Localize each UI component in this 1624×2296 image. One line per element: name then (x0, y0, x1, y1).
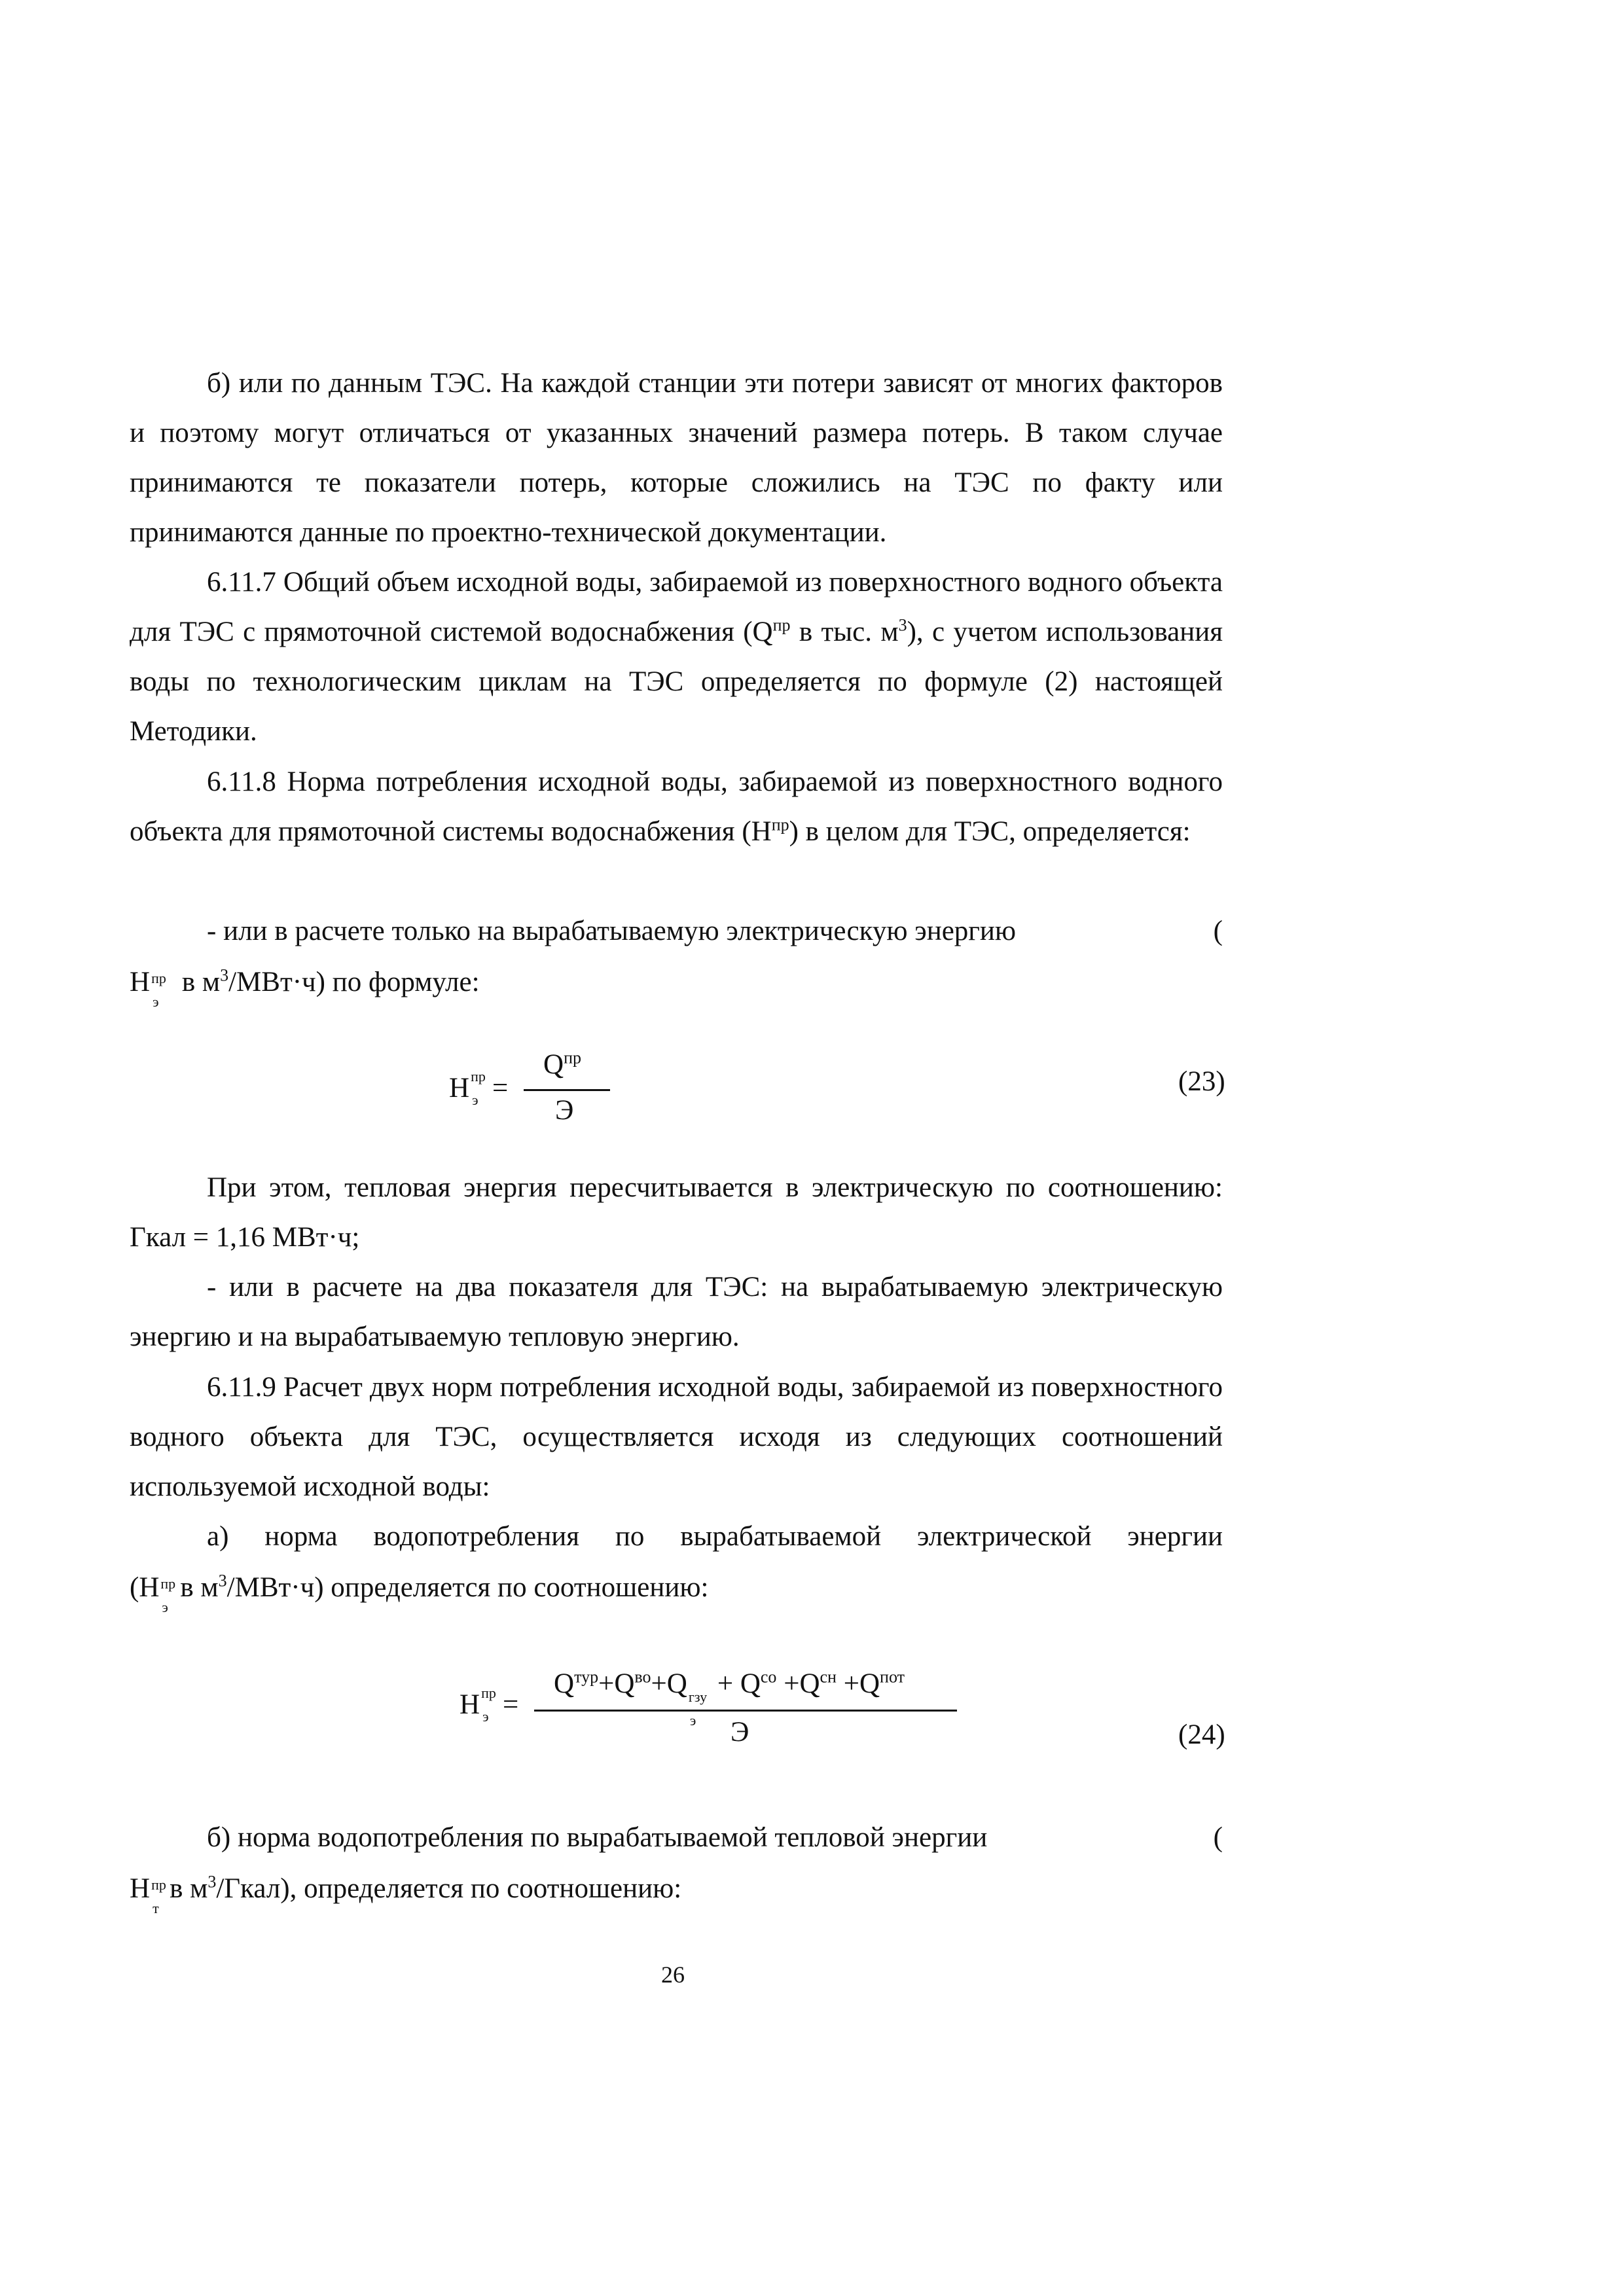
paragraph-6-11-9: 6.11.9 Расчет двух норм потребления исходной воды, забираемой из поверхностного водного объекта для ТЭС, осуществляется исходя из следующих соотношений используемой исходной воды: (130, 1372, 1223, 1502)
text-segment: в м (175, 967, 221, 997)
symbol-h-pr-e-group: (Н пр э (130, 1572, 176, 1615)
paragraph-b-heat-norm-line1 (130, 1813, 1223, 1863)
text-segment: ), с учетом использования воды по технологическим циклам на ТЭС определяется по формуле (2) настоящей Методики. (130, 617, 1223, 747)
text-segment: /МВт·ч) определяется по соотношению: (226, 1572, 709, 1603)
text-segment: б) норма водопотребления по вырабатываемой тепловой энергии (207, 1822, 988, 1853)
superscript: 3 (208, 1872, 217, 1892)
symbol-h-pr-e: Н пр э (130, 967, 166, 1010)
open-paren: ( (1213, 916, 1223, 946)
text-segment: 6.11.7 Общий объем исходной воды, забираемой из поверхностного водного объекта для ТЭС с прямоточной системой водоснабжения (Q (130, 567, 1223, 647)
paragraph-electric-only-line2 (130, 958, 1223, 1010)
superscript: 3 (218, 1571, 227, 1590)
paragraph-a-electric-norm: а) норма водопотребления по вырабатываемой электрической энергии (207, 1521, 1223, 1552)
formula-24-denominator: Э (731, 1717, 749, 1748)
paragraph-heat-conversion: При этом, тепловая энергия пересчитывается в электрическую по соотношению: Гкал = 1,16 МВт·ч; (130, 1172, 1223, 1253)
paragraph-b-heat-norm-line2 (130, 1864, 1223, 1914)
formula-23-numerator: $Q^{пр}$ (543, 1048, 581, 1080)
text-segment: /МВт·ч) по формуле: (228, 967, 480, 997)
superscript: пр (771, 815, 789, 834)
formula-24-equals: = (503, 1689, 519, 1720)
text-segment: /Гкал), определяется по соотношению: (216, 1873, 682, 1904)
equation-number-23: (23) (1178, 1066, 1225, 1097)
text-segment: ) в целом для ТЭС, определяется: (789, 816, 1191, 847)
text-segment: в тыс. м (790, 617, 899, 647)
paragraph-6-11-8 (130, 757, 1223, 857)
paragraph-b-tes-losses: б) или по данным ТЭС. На каждой станции эти потери зависят от многих факторов и поэтому могут отличаться от указанных значений размера потерь. В таком случае принимаются те показатели потерь, которые сложились на ТЭС по факту или принимаются данные по проектно-технической документации. (130, 368, 1223, 548)
paragraph-6-11-7 (130, 558, 1223, 757)
open-paren: ( (1213, 1822, 1223, 1853)
paragraph-a-electric-norm-line2 (130, 1563, 1223, 1613)
text-segment: - или в расчете только на вырабатываемую электрическую энергию (207, 916, 1017, 946)
page-number: 26 (661, 1962, 685, 1988)
superscript: пр (772, 615, 791, 635)
superscript: 3 (220, 965, 229, 985)
formula-24-lhs: Н пр э (460, 1685, 496, 1725)
paragraph-two-indicators: - или в расчете на два показателя для ТЭС: на вырабатываемую электрическую энергию и на вырабатываемую тепловую энергию. (130, 1272, 1223, 1352)
symbol-h-pr-t: Н пр т (130, 1873, 166, 1916)
formula-24-fraction-bar (534, 1710, 957, 1712)
equation-number-24: (24) (1178, 1719, 1225, 1750)
formula-23-fraction-bar (524, 1089, 610, 1091)
formula-23-denominator: Э (555, 1095, 574, 1126)
formula-23-lhs: Н пр э (449, 1068, 486, 1108)
superscript: 3 (898, 615, 907, 635)
text-segment: в м (180, 1572, 219, 1603)
text-segment: 6.11.8 Норма потребления исходной воды, забираемой из поверхностного водного объекта для прямоточной системы водоснабжения (Н (130, 766, 1223, 847)
formula-23-equals: = (492, 1073, 509, 1103)
formula-24-numerator: $Q^{тур}+Q^{во}+Q$ гзу э + $Q^{со} +Q^{сн} +Q^{пот}$ (554, 1667, 905, 1729)
paragraph-electric-only-line1 (130, 906, 1223, 956)
text-segment: в м (170, 1873, 208, 1904)
